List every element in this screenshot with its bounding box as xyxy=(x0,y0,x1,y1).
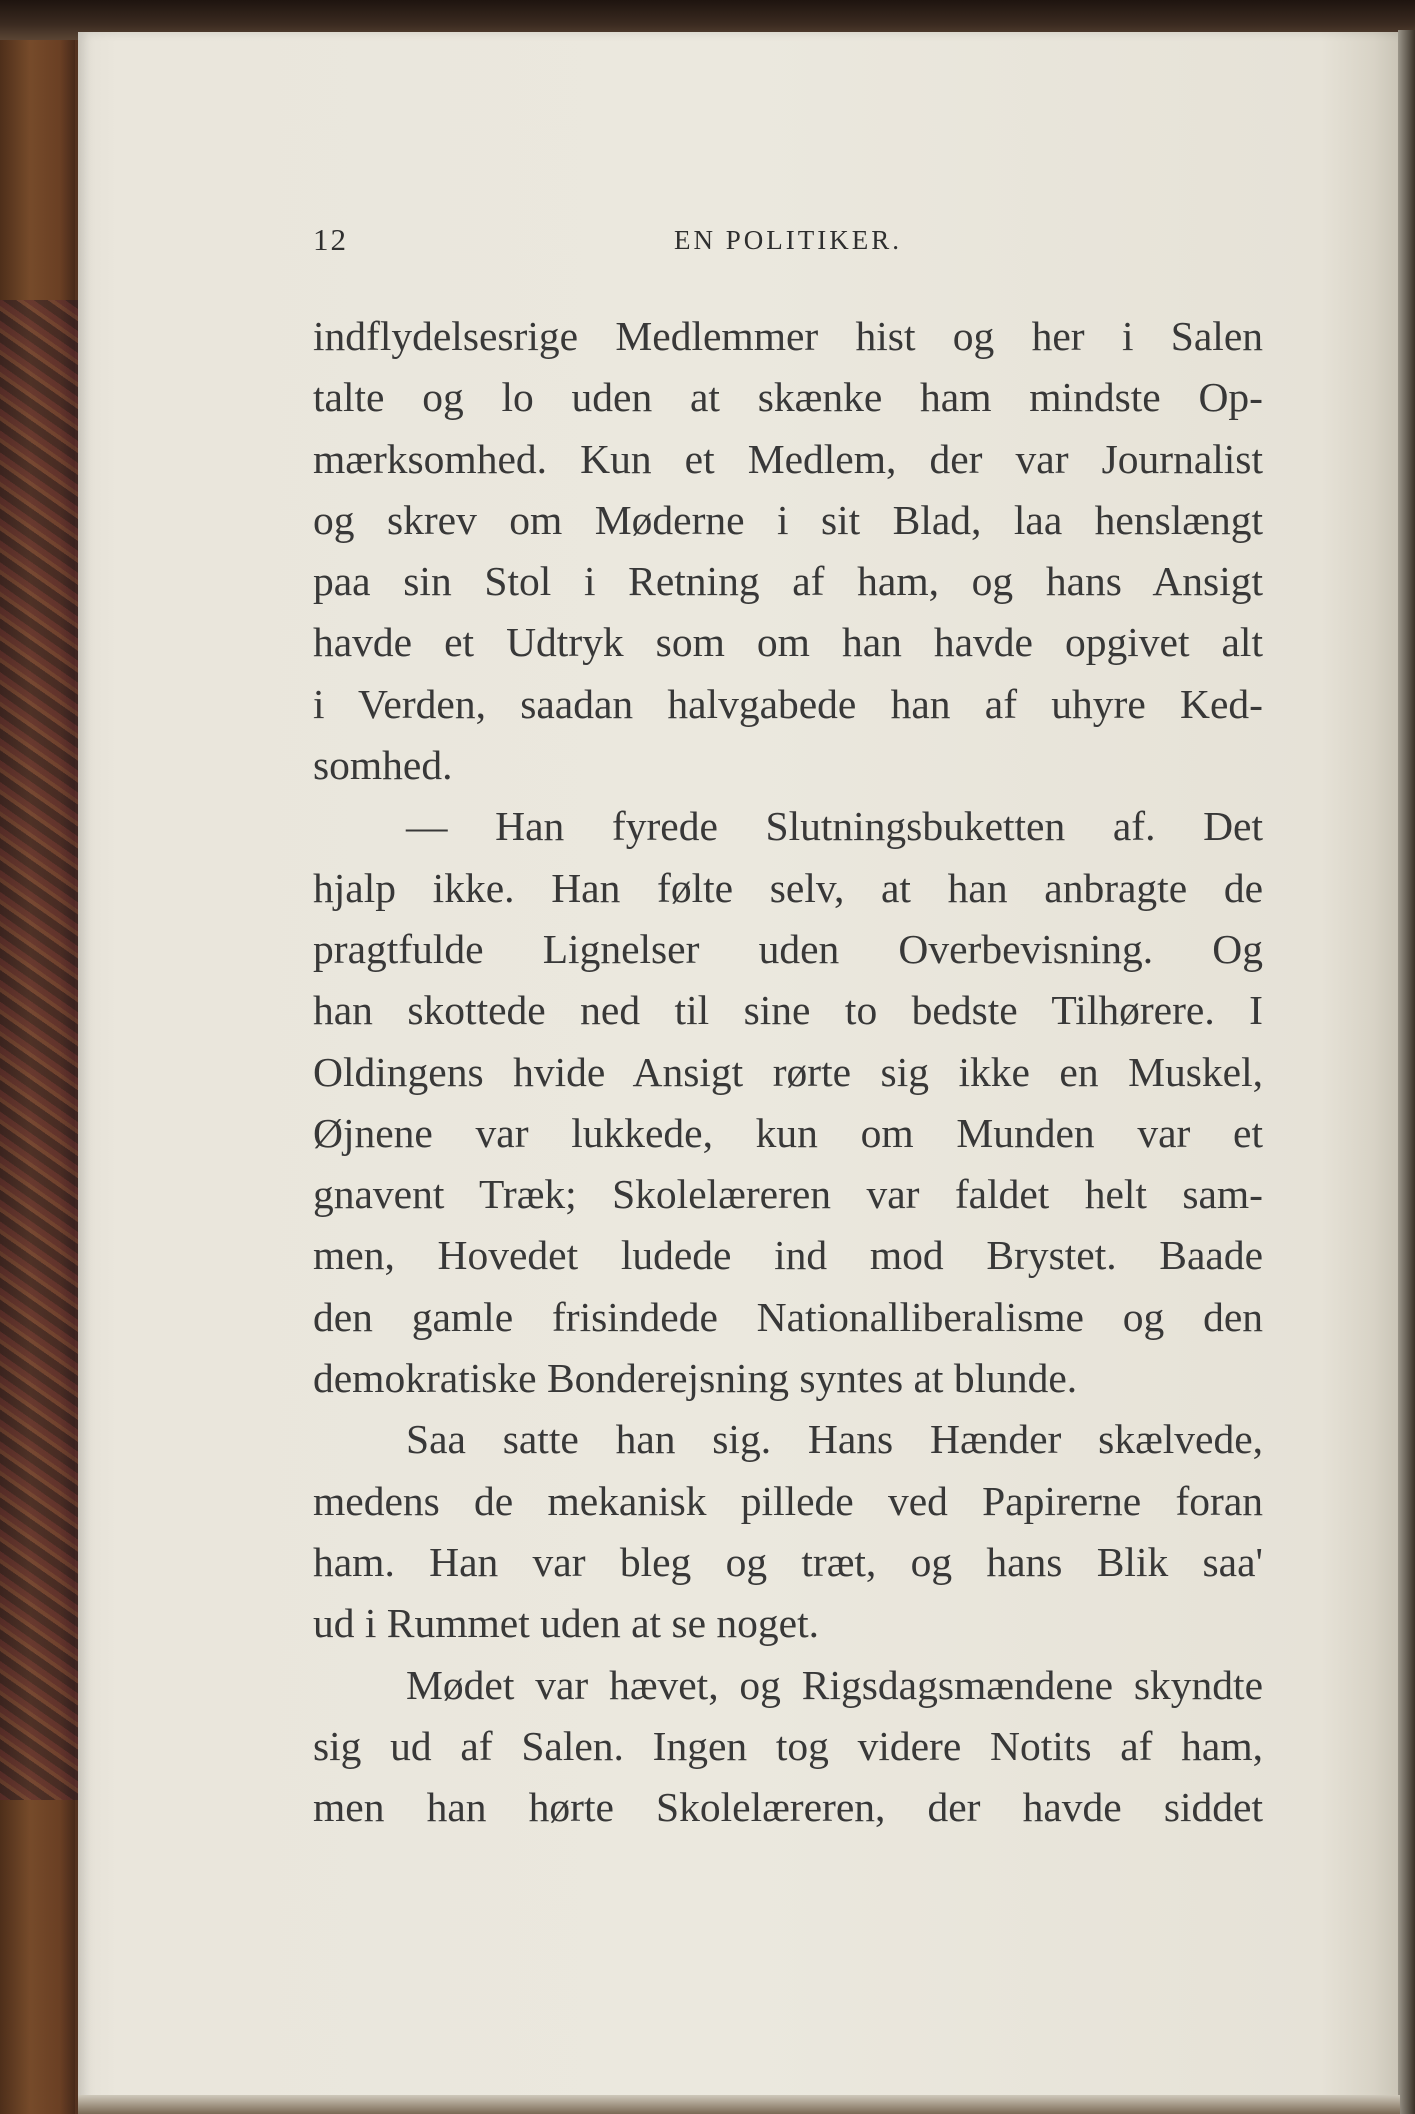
text-line: gnavent Træk; Skolelæreren var faldet helt sam- xyxy=(313,1171,1263,1218)
text-line: han skottede ned til sine to bedste Tilhørere. I xyxy=(313,987,1263,1034)
text-line: Saa satte han sig. Hans Hænder skælvede, xyxy=(406,1416,1263,1463)
page-header xyxy=(313,222,1263,262)
text-line: pragtfulde Lignelser uden Overbevisning. Og xyxy=(313,925,1263,972)
text-line: hjalp ikke. Han følte selv, at han anbragte de xyxy=(313,864,1263,911)
text-line: Øjnene var lukkede, kun om Munden var et xyxy=(313,1109,1263,1156)
text-line: somhed. xyxy=(313,742,453,789)
text-line: den gamle frisindede Nationalliberalisme og den xyxy=(313,1293,1263,1340)
text-line: men han hørte Skolelæreren, der havde siddet xyxy=(313,1784,1263,1831)
text-line: Mødet var hævet, og Rigsdagsmændene skyndte xyxy=(406,1661,1263,1708)
text-line: talte og lo uden at skænke ham mindste Op- xyxy=(313,374,1263,421)
text-line: sig ud af Salen. Ingen tog videre Notits af ham, xyxy=(313,1722,1263,1769)
page-bottom-edge xyxy=(78,2095,1400,2114)
text-line: medens de mekanisk pillede ved Papirerne foran xyxy=(313,1477,1263,1524)
text-line: demokratiske Bonderejsning syntes at blunde. xyxy=(313,1355,1078,1402)
text-line: ud i Rummet uden at se noget. xyxy=(313,1600,819,1647)
text-line: havde et Udtryk som om han havde opgivet alt xyxy=(313,619,1263,666)
running-title: EN POLITIKER. xyxy=(674,225,902,255)
text-line: og skrev om Møderne i sit Blad, laa henslængt xyxy=(313,496,1263,543)
text-line: — Han fyrede Slutningsbuketten af. Det xyxy=(406,803,1263,850)
page-right-edge xyxy=(1398,30,1415,2114)
text-line: men, Hovedet ludede ind mod Brystet. Baade xyxy=(313,1232,1263,1279)
body-text xyxy=(313,306,1263,1838)
text-line: Oldingens hvide Ansigt rørte sig ikke en Muskel, xyxy=(313,1048,1263,1095)
marbled-cover-edge xyxy=(0,300,80,1800)
text-line: indflydelsesrige Medlemmer hist og her i Salen xyxy=(313,313,1263,359)
text-line: ham. Han var bleg og træt, og hans Blik saa' xyxy=(313,1538,1263,1585)
page-number: 12 xyxy=(313,222,348,257)
text-line: i Verden, saadan halvgabede han af uhyre Ked- xyxy=(313,680,1263,727)
text-line: mærksomhed. Kun et Medlem, der var Journalist xyxy=(313,435,1263,482)
text-line: paa sin Stol i Retning af ham, og hans Ansigt xyxy=(313,558,1263,605)
